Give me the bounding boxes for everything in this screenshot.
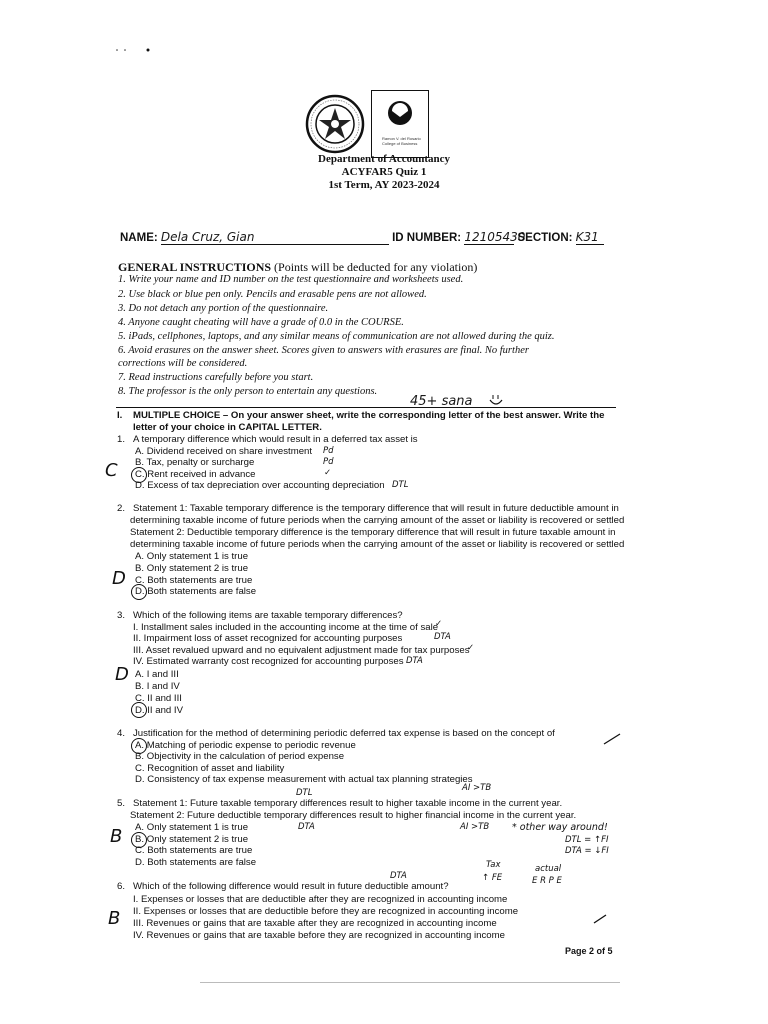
question-2-line: determining taxable income of future periods when the carrying amount of the asset or liability is recovered or settled bbox=[130, 539, 625, 550]
instructions-title: GENERAL INSTRUCTIONS bbox=[118, 260, 272, 274]
question-5-note: AI >TB bbox=[462, 783, 492, 793]
question-1-note: Pd bbox=[323, 446, 334, 456]
question-1-answer: C bbox=[105, 460, 118, 481]
section-1-number: I. bbox=[117, 410, 123, 421]
question-3-option-d: D. II and IV bbox=[135, 705, 183, 716]
question-number: 5. bbox=[117, 798, 126, 809]
question-3-answer: D bbox=[115, 664, 129, 685]
question-number: 4. bbox=[117, 728, 126, 739]
section-divider bbox=[116, 407, 616, 408]
instructions-heading bbox=[118, 260, 477, 275]
question-2-line: determining taxable income of future periods when the carrying amount of the asset or liability is recovered or settled bbox=[130, 515, 625, 526]
college-logo-text: Ramon V. del Rosario College of Business bbox=[382, 136, 421, 146]
handwritten-score-note: 45+ sana bbox=[410, 394, 473, 409]
instruction-item: 7. Read instructions carefully before you start. bbox=[118, 372, 314, 383]
question-6-note: E R P E bbox=[532, 876, 562, 886]
question-1-note: DTL bbox=[392, 480, 409, 490]
instruction-item: 6. Avoid erasures on the answer sheet. Scores given to answers with erasures are final. No further bbox=[118, 345, 529, 356]
instruction-item: 3. Do not detach any portion of the questionnaire. bbox=[118, 303, 329, 314]
section-1-instruction: MULTIPLE CHOICE – On your answer sheet, write the corresponding letter of the best answer. Write the bbox=[133, 410, 605, 421]
instructions-note: (Points will be deducted for any violation) bbox=[274, 260, 478, 274]
question-number: 3. bbox=[117, 610, 126, 621]
question-5-note: DTL bbox=[296, 788, 313, 798]
question-2-option-d: D. Both statements are false bbox=[135, 586, 257, 597]
bottom-rule bbox=[200, 982, 620, 983]
question-4-option-b: B. Objectivity in the calculation of period expense bbox=[135, 751, 345, 762]
question-6-item: IV. Revenues or gains that are taxable before they are recognized in accounting income bbox=[133, 930, 505, 941]
question-2-answer: D bbox=[112, 568, 126, 589]
question-6-stem: Which of the following difference would result in future deductible amount? bbox=[133, 881, 449, 892]
instruction-item: 8. The professor is the only person to entertain any questions. bbox=[118, 386, 378, 397]
term-title: 1st Term, AY 2023-2024 bbox=[328, 179, 440, 191]
question-1-option-c: C. Rent received in advance bbox=[135, 469, 256, 480]
question-1-option-b: B. Tax, penalty or surcharge bbox=[135, 457, 255, 468]
question-1-option-a: A. Dividend received on share investment bbox=[135, 446, 313, 457]
question-5-note: DTA bbox=[298, 822, 315, 832]
check-mark-icon bbox=[602, 732, 622, 751]
student-info-row bbox=[120, 230, 604, 245]
question-5-option-b: B. Only statement 2 is true bbox=[135, 834, 249, 845]
question-5-line: Statement 2: Future deductible temporary differences result to higher financial income in the current year. bbox=[130, 810, 577, 821]
question-2-option-a: A. Only statement 1 is true bbox=[135, 551, 249, 562]
question-1-stem: A temporary difference which would result in a deferred tax asset is bbox=[133, 434, 418, 445]
question-6-item: III. Revenues or gains that are taxable after they are recognized in accounting income bbox=[133, 918, 497, 929]
question-3-item: II. Impairment loss of asset recognized for accounting purposes bbox=[133, 633, 403, 644]
question-2-option-b: B. Only statement 2 is true bbox=[135, 563, 249, 574]
scan-mark bbox=[115, 40, 145, 44]
instruction-item: 4. Anyone caught cheating will have a grade of 0.0 in the COURSE. bbox=[118, 317, 404, 328]
question-4-option-c: C. Recognition of asset and liability bbox=[135, 763, 285, 774]
question-6-note: actual bbox=[535, 864, 562, 874]
selected-option-circle bbox=[131, 738, 147, 754]
question-1-option-d: D. Excess of tax depreciation over accounting depreciation bbox=[135, 480, 385, 491]
department-title: Department of Accountancy bbox=[318, 153, 450, 165]
question-3-note: ✓ bbox=[435, 619, 443, 629]
question-3-stem: Which of the following items are taxable temporary differences? bbox=[133, 610, 403, 621]
page-number: Page 2 of 5 bbox=[565, 946, 613, 956]
question-4-stem: Justification for the method of determining periodic deferred tax expense is based on the concept of bbox=[133, 728, 555, 739]
question-6-note: Tax bbox=[486, 860, 501, 870]
section-label: SECTION: bbox=[517, 232, 573, 244]
question-5-note: DTA = ↓FI bbox=[565, 846, 609, 856]
id-field[interactable] bbox=[464, 230, 526, 245]
question-6-note: DTA bbox=[390, 871, 407, 881]
question-2-line: Statement 2: Deductible temporary difference is the temporary difference that will result in future taxable amount in bbox=[130, 527, 616, 538]
question-4-option-d: D. Consistency of tax expense measurement with actual tax planning strategies bbox=[135, 774, 473, 785]
question-2-option-c: C. Both statements are true bbox=[135, 575, 253, 586]
section-field[interactable] bbox=[576, 230, 604, 245]
question-5-option-a: A. Only statement 1 is true bbox=[135, 822, 249, 833]
question-5-option-c: C. Both statements are true bbox=[135, 845, 253, 856]
question-6-note: ↑ FE bbox=[482, 873, 503, 883]
question-number: 2. bbox=[117, 503, 126, 514]
question-3-option-b: B. I and IV bbox=[135, 681, 180, 692]
question-5-option-d: D. Both statements are false bbox=[135, 857, 257, 868]
id-value: 12105430 bbox=[464, 230, 526, 244]
question-4-option-a: A. Matching of periodic expense to periodic revenue bbox=[135, 740, 356, 751]
question-6-item: I. Expenses or losses that are deductible after they are recognized in accounting income bbox=[133, 894, 508, 905]
selected-option-circle bbox=[131, 467, 147, 483]
question-2-line: Statement 1: Taxable temporary difference is the temporary difference that will result in future deductible amount in bbox=[133, 503, 619, 514]
check-mark-icon bbox=[592, 912, 608, 930]
question-number: 6. bbox=[117, 881, 126, 892]
question-3-item: III. Asset revalued upward and no equivalent adjustment made for tax purposes bbox=[133, 645, 470, 656]
selected-option-circle bbox=[131, 584, 147, 600]
instruction-item: 1. Write your name and ID number on the test questionnaire and worksheets used. bbox=[118, 274, 464, 285]
question-3-note: ✓ bbox=[467, 643, 475, 653]
question-3-item: IV. Estimated warranty cost recognized for accounting purposes bbox=[133, 656, 404, 667]
question-1-note: ✓ bbox=[324, 468, 332, 478]
question-3-option-a: A. I and III bbox=[135, 669, 179, 680]
question-3-note: DTA bbox=[406, 656, 423, 666]
section-1-instruction-2: letter of your choice in CAPITAL LETTER. bbox=[133, 422, 322, 433]
college-logo bbox=[371, 90, 429, 158]
question-6-item: II. Expenses or losses that are deductible before they are recognized in accounting income bbox=[133, 906, 519, 917]
instruction-item: corrections will be considered. bbox=[118, 358, 248, 369]
question-6-answer: B bbox=[108, 908, 121, 929]
question-3-option-c: C. II and III bbox=[135, 693, 182, 704]
selected-option-circle bbox=[131, 702, 147, 718]
selected-option-circle bbox=[131, 832, 147, 848]
section-value: K31 bbox=[575, 230, 599, 244]
question-number: 1. bbox=[117, 434, 126, 445]
instruction-item: 2. Use black or blue pen only. Pencils and erasable pens are not allowed. bbox=[118, 289, 427, 300]
question-3-item: I. Installment sales included in the accounting income at the time of sale bbox=[133, 622, 439, 633]
question-5-answer: B bbox=[110, 826, 123, 847]
university-seal bbox=[305, 94, 365, 154]
id-label: ID NUMBER: bbox=[392, 232, 462, 244]
name-label: NAME: bbox=[120, 232, 158, 244]
question-3-note: DTA bbox=[434, 632, 451, 642]
quiz-title: ACYFAR5 Quiz 1 bbox=[341, 166, 427, 178]
instruction-item: 5. iPads, cellphones, laptops, and any similar means of communication are not allowed during the quiz. bbox=[118, 331, 555, 342]
name-field[interactable] bbox=[161, 230, 389, 245]
question-5-line: Statement 1: Future taxable temporary differences result to higher taxable income in the current year. bbox=[133, 798, 563, 809]
question-5-note: DTL = ↑FI bbox=[565, 835, 609, 845]
question-1-note: Pd bbox=[323, 457, 334, 467]
name-value: Dela Cruz, Gian bbox=[160, 230, 255, 244]
question-5-note: AI >TB bbox=[460, 822, 490, 832]
question-5-note: * other way around! bbox=[512, 822, 608, 833]
